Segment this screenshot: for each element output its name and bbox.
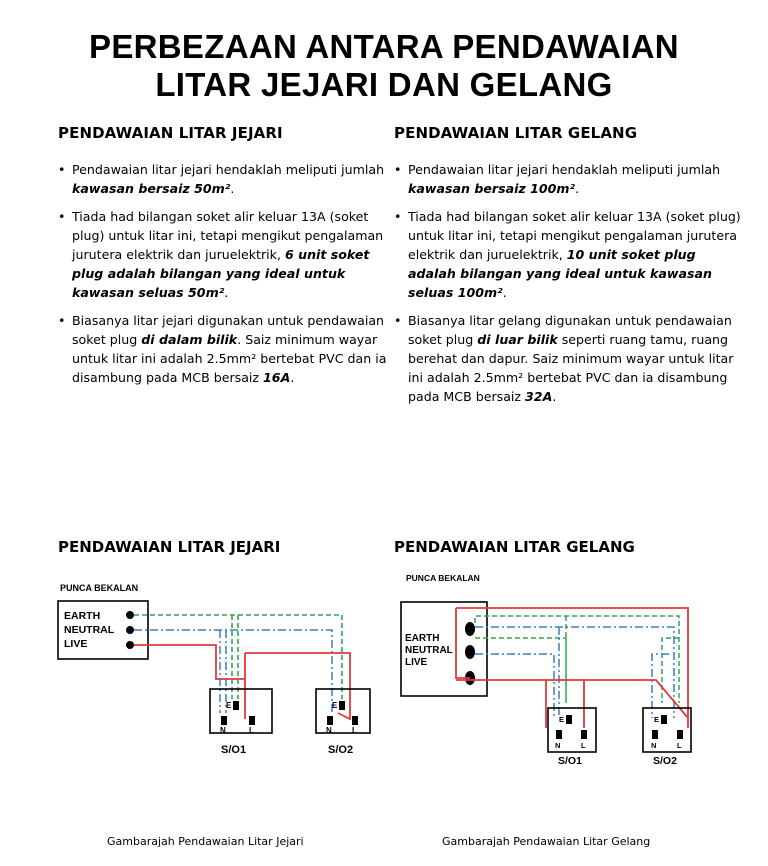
pin-n-label: N <box>220 726 226 735</box>
neutral-wire <box>134 630 332 713</box>
list-item: • Biasanya litar jejari digunakan untuk pendawaian soket plug di dalam bilik. Saiz minimum wayar untuk litar ini adalah 2.5mm² bertebat PVC dan ia disambung pada MCB bersaiz 16A. <box>58 311 388 387</box>
earth-label: EARTH <box>405 633 440 644</box>
neutral-terminal <box>465 645 475 659</box>
live-label: LIVE <box>405 657 428 668</box>
socket-2-earth-pin <box>339 701 345 710</box>
radial-diagram-caption: Gambarajah Pendawaian Litar Jejari <box>107 835 304 848</box>
neutral-label: NEUTRAL <box>64 624 115 636</box>
socket-2-earth-pin <box>661 715 667 724</box>
list-item: • Biasanya litar gelang digunakan untuk pendawaian soket plug di luar bilik seperti ruang tamu, ruang berehat dan dapur. Saiz minimum wayar untuk litar ini adalah 2.5mm² bertebat PVC dan ia disambung pada MCB bersaiz 32A. <box>394 311 744 406</box>
radial-bullet-list <box>58 160 388 387</box>
pin-l-label: L <box>352 726 357 735</box>
earth-wire <box>475 616 679 703</box>
radial-wiring-diagram <box>50 575 380 775</box>
live-wire <box>456 608 688 728</box>
pin-l-label: L <box>249 726 254 735</box>
earth-terminal <box>126 611 134 619</box>
pin-e-label: E <box>654 715 660 724</box>
socket-1-live-pin <box>249 716 255 725</box>
supply-label: PUNCA BEKALAN <box>406 573 480 583</box>
socket-2-neutral-pin <box>327 716 333 725</box>
socket-1-neutral-pin <box>221 716 227 725</box>
pin-n-label: N <box>326 726 332 735</box>
pin-l-label: L <box>581 741 586 750</box>
live-terminal <box>126 641 134 649</box>
pin-l-label: L <box>677 741 682 750</box>
socket-2-label: S/O2 <box>653 755 677 767</box>
socket-1-label: S/O1 <box>221 744 247 756</box>
neutral-wire <box>475 627 674 718</box>
earth-wire <box>134 615 342 699</box>
list-item: • Tiada had bilangan soket alir keluar 13A (soket plug) untuk litar ini, tetapi mengikut pengalaman jurutera elektrik dan juruelektrik, 10 unit soket plug adalah bilangan yang ideal untuk kawasan seluas 100m². <box>394 207 744 302</box>
radial-circuit-section <box>58 124 388 396</box>
socket-2-neutral-pin <box>652 730 658 739</box>
socket-2-live-pin <box>352 716 358 725</box>
earth-label: EARTH <box>64 610 101 622</box>
socket-1-earth-pin <box>233 701 239 710</box>
neutral-label: NEUTRAL <box>405 645 453 656</box>
ring-diagram-caption: Gambarajah Pendawaian Litar Gelang <box>442 835 651 848</box>
list-item: • Pendawaian litar jejari hendaklah meliputi jumlah kawasan bersaiz 100m². <box>394 160 744 198</box>
list-item: • Tiada had bilangan soket alir keluar 13A (soket plug) untuk litar ini, tetapi mengikut pengalaman jurutera elektrik dan juruelektrik, 6 unit soket plug adalah bilangan yang ideal untuk kawasan seluas 50m². <box>58 207 388 302</box>
neutral-terminal <box>126 626 134 634</box>
socket-2-box <box>316 689 370 733</box>
socket-1-label: S/O1 <box>558 755 582 767</box>
socket-1-neutral-pin <box>556 730 562 739</box>
supply-label: PUNCA BEKALAN <box>60 583 139 593</box>
ring-bullet-list <box>394 160 744 406</box>
live-label: LIVE <box>64 638 88 650</box>
page-title <box>0 28 768 104</box>
pin-n-label: N <box>651 741 657 750</box>
ring-wiring-diagram <box>396 568 706 778</box>
pin-e-label: E <box>226 701 232 710</box>
list-item: • Pendawaian litar jejari hendaklah meliputi jumlah kawasan bersaiz 50m². <box>58 160 388 198</box>
pin-n-label: N <box>555 741 561 750</box>
socket-1-earth-pin <box>566 715 572 724</box>
live-wire <box>134 645 350 719</box>
ring-heading: PENDAWAIAN LITAR GELANG <box>394 124 638 142</box>
radial-heading: PENDAWAIAN LITAR JEJARI <box>58 124 283 142</box>
title-line-1: PERBEZAAN ANTARA PENDAWAIAN <box>89 28 679 65</box>
socket-1-live-pin <box>581 730 587 739</box>
ring-diagram-heading: PENDAWAIAN LITAR GELANG <box>394 538 635 556</box>
pin-e-label: E <box>559 715 565 724</box>
title-line-2: LITAR JEJARI DAN GELANG <box>155 66 613 103</box>
ring-circuit-section <box>394 124 744 415</box>
radial-diagram-heading: PENDAWAIAN LITAR JEJARI <box>58 538 281 556</box>
socket-2-label: S/O2 <box>328 744 354 756</box>
earth-terminal <box>465 622 475 636</box>
pin-e-label: E <box>332 701 338 710</box>
socket-2-live-pin <box>677 730 683 739</box>
